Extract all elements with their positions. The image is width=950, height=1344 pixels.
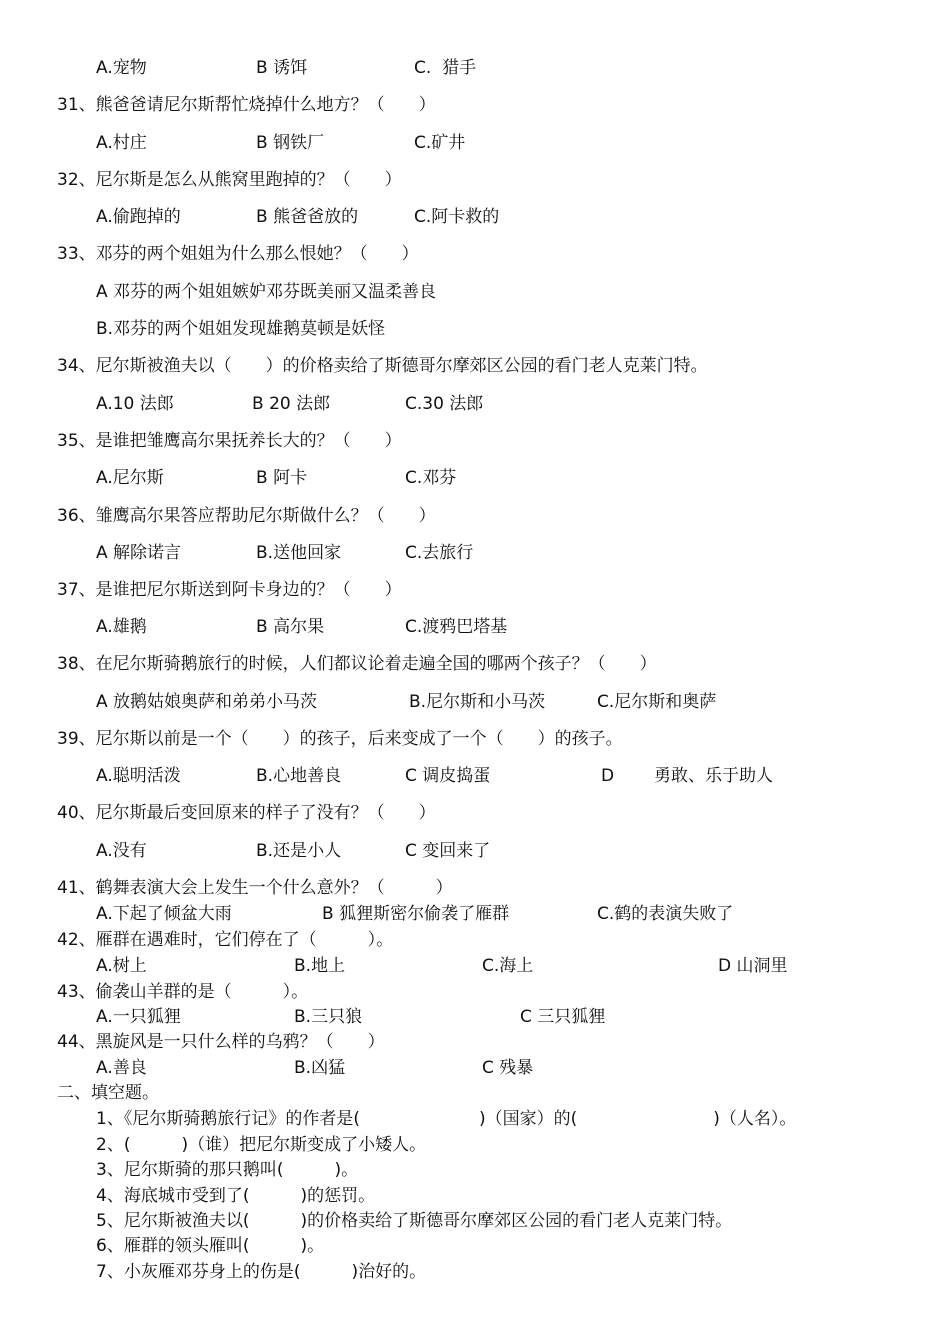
option: B.地上: [294, 956, 346, 976]
option: B.尼尔斯和小马茨: [409, 692, 546, 712]
question-39: 39、尼尔斯以前是一个（ ）的孩子，后来变成了一个（ ）的孩子。: [57, 729, 623, 749]
option: C 调皮捣蛋: [405, 766, 491, 786]
fill-item: 4、海底城市受到了( )的惩罚。: [96, 1186, 376, 1206]
option: B 高尔果: [256, 617, 325, 637]
option: A.一只狐狸: [96, 1007, 181, 1027]
option: A.宠物: [96, 58, 147, 78]
fill-item: 6、雁群的领头雁叫( )。: [96, 1236, 325, 1256]
question-36: 36、雏鹰高尔果答应帮助尼尔斯做什么？（ ）: [57, 506, 436, 526]
option: A 放鹅姑娘奥萨和弟弟小马茨: [96, 692, 318, 712]
question-42: 42、雁群在遇难时，它们停在了（ ）。: [57, 930, 394, 950]
question-33: 33、邓芬的两个姐姐为什么那么恨她？（ ）: [57, 244, 419, 264]
option: A.善良: [96, 1058, 147, 1078]
option: C. 猎手: [414, 58, 477, 78]
option: A.村庄: [96, 133, 147, 153]
fill-item: 7、小灰雁邓芬身上的伤是( )治好的。: [96, 1262, 427, 1282]
option: C.邓芬: [405, 468, 457, 488]
option: C.尼尔斯和奥萨: [597, 692, 717, 712]
option: B 诱饵: [256, 58, 308, 78]
option: A.尼尔斯: [96, 468, 164, 488]
option: B.邓芬的两个姐姐发现雄鹅莫顿是妖怪: [96, 319, 386, 339]
option: A.聪明活泼: [96, 766, 181, 786]
option: B.三只狼: [294, 1007, 363, 1027]
question-41: 41、鹤舞表演大会上发生一个什么意外？（ ）: [57, 878, 453, 898]
question-44: 44、黑旋风是一只什么样的乌鸦？（ ）: [57, 1032, 385, 1052]
question-32: 32、尼尔斯是怎么从熊窝里跑掉的？（ ）: [57, 170, 402, 190]
option: 勇敢、乐于助人: [654, 766, 773, 786]
option: A 邓芬的两个姐姐嫉妒邓芬既美丽又温柔善良: [96, 282, 437, 302]
option: A 解除诺言: [96, 543, 182, 563]
option: A.树上: [96, 956, 147, 976]
fill-item: 3、尼尔斯骑的那只鹅叫( )。: [96, 1160, 359, 1180]
option: C 残暴: [482, 1058, 534, 1078]
option: A.偷跑掉的: [96, 207, 181, 227]
option: C.30 法郎: [405, 394, 484, 414]
option: C.矿井: [414, 133, 466, 153]
option: B.送他回家: [256, 543, 342, 563]
option: C.海上: [482, 956, 534, 976]
question-40: 40、尼尔斯最后变回原来的样子了没有？（ ）: [57, 803, 436, 823]
option: D: [601, 766, 615, 786]
option: B 钢铁厂: [256, 133, 325, 153]
option: C.阿卡救的: [414, 207, 500, 227]
option: C.去旅行: [405, 543, 474, 563]
option: C.渡鸦巴塔基: [405, 617, 508, 637]
option: B.心地善良: [256, 766, 342, 786]
option: A.雄鹅: [96, 617, 147, 637]
option: B 阿卡: [256, 468, 308, 488]
option: B 熊爸爸放的: [256, 207, 359, 227]
question-34: 34、尼尔斯被渔夫以（ ）的价格卖给了斯德哥尔摩郊区公园的看门老人克莱门特。: [57, 356, 708, 376]
option: C 变回来了: [405, 841, 491, 861]
option: C.鹤的表演失败了: [597, 904, 734, 924]
question-35: 35、是谁把雏鹰高尔果抚养长大的？（ ）: [57, 431, 402, 451]
option: A.10 法郎: [96, 394, 174, 414]
fill-item: 5、尼尔斯被渔夫以( )的价格卖给了斯德哥尔摩郊区公园的看门老人克莱门特。: [96, 1211, 733, 1231]
option: D 山洞里: [718, 956, 788, 976]
option: B.凶猛: [294, 1058, 346, 1078]
option: B 狐狸斯密尔偷袭了雁群: [322, 904, 510, 924]
question-43: 43、偷袭山羊群的是（ ）。: [57, 982, 309, 1002]
option: A.没有: [96, 841, 147, 861]
option: A.下起了倾盆大雨: [96, 904, 232, 924]
fill-item: 1、《尼尔斯骑鹅旅行记》的作者是( )（国家）的( )（人名）。: [96, 1109, 797, 1129]
option: B 20 法郎: [252, 394, 331, 414]
section-title: 二、填空题。: [57, 1083, 159, 1103]
question-38: 38、在尼尔斯骑鹅旅行的时候，人们都议论着走遍全国的哪两个孩子？（ ）: [57, 654, 657, 674]
fill-item: 2、( )（谁）把尼尔斯变成了小矮人。: [96, 1135, 427, 1155]
question-31: 31、熊爸爸请尼尔斯帮忙烧掉什么地方？（ ）: [57, 95, 436, 115]
question-37: 37、是谁把尼尔斯送到阿卡身边的？（ ）: [57, 580, 402, 600]
option: C 三只狐狸: [520, 1007, 606, 1027]
option: B.还是小人: [256, 841, 342, 861]
